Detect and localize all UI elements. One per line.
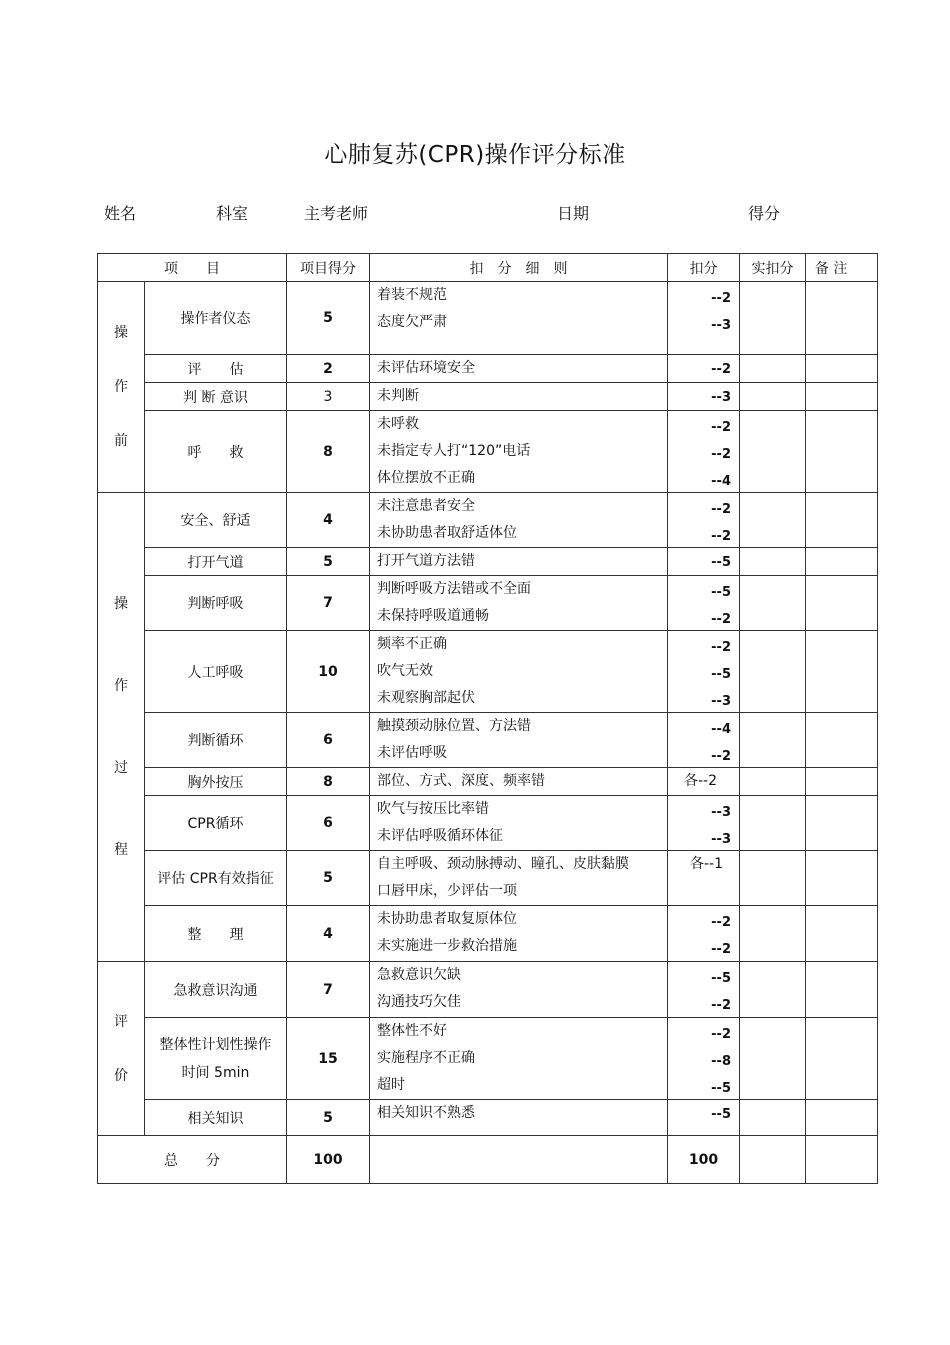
deduct-cell bbox=[668, 411, 740, 493]
detail-line: 整体性不好 bbox=[377, 1023, 447, 1039]
total-label: 总 分 bbox=[98, 1136, 287, 1184]
table-row bbox=[98, 1100, 878, 1136]
phase-char: 作 bbox=[114, 678, 128, 694]
deduct-value: --3 bbox=[711, 318, 731, 333]
detail-line: 相关知识不熟悉 bbox=[377, 1105, 475, 1121]
actual-cell[interactable] bbox=[740, 411, 806, 493]
phase-char: 评 bbox=[114, 1013, 128, 1030]
remark-cell[interactable] bbox=[806, 548, 878, 576]
remark-cell[interactable] bbox=[806, 493, 878, 548]
phase-during bbox=[98, 493, 145, 962]
deduct-value: --5 bbox=[711, 667, 731, 682]
detail-line: 体位摆放不正确 bbox=[377, 470, 475, 486]
table-row bbox=[98, 631, 878, 713]
table-row bbox=[98, 383, 878, 411]
table-row bbox=[98, 548, 878, 576]
remark-cell[interactable] bbox=[806, 1018, 878, 1100]
detail-line: 判断呼吸方法错或不全面 bbox=[377, 581, 531, 597]
deduct-value: --8 bbox=[711, 1054, 731, 1069]
item-cell: 呼 救 bbox=[145, 411, 287, 493]
deduct-value: --2 bbox=[711, 942, 731, 957]
detail-line: 未实施进一步救治措施 bbox=[377, 938, 517, 954]
deduct-value: --5 bbox=[711, 1107, 731, 1122]
deduct-value: --2 bbox=[711, 291, 731, 306]
item-cell: 打开气道 bbox=[145, 548, 287, 576]
actual-cell[interactable] bbox=[740, 796, 806, 851]
deduct-value: --2 bbox=[711, 612, 731, 627]
table-row bbox=[98, 282, 878, 355]
phase-char: 价 bbox=[114, 1067, 128, 1084]
remark-cell[interactable] bbox=[806, 796, 878, 851]
detail-line: 未保持呼吸道通畅 bbox=[377, 608, 489, 624]
actual-cell[interactable] bbox=[740, 1018, 806, 1100]
detail-line: 触摸颈动脉位置、方法错 bbox=[377, 718, 531, 734]
phase-char: 程 bbox=[114, 842, 128, 858]
deduct-cell bbox=[668, 962, 740, 1018]
page-title: 心肺复苏(CPR)操作评分标准 bbox=[324, 142, 626, 168]
detail-line: 急救意识欠缺 bbox=[377, 967, 461, 983]
remark-cell[interactable] bbox=[806, 383, 878, 411]
actual-cell[interactable] bbox=[740, 906, 806, 962]
item-score: 7 bbox=[287, 576, 370, 631]
actual-cell[interactable] bbox=[740, 851, 806, 906]
deduct-cell bbox=[668, 768, 740, 796]
item-score: 15 bbox=[287, 1018, 370, 1100]
table-row bbox=[98, 355, 878, 383]
detail-line: 未评估环境安全 bbox=[377, 360, 475, 376]
actual-cell[interactable] bbox=[740, 962, 806, 1018]
total-deduct: 100 bbox=[668, 1136, 740, 1184]
item-score: 5 bbox=[287, 548, 370, 576]
remark-cell[interactable] bbox=[806, 768, 878, 796]
table-row bbox=[98, 851, 878, 906]
phase-eval bbox=[98, 962, 145, 1136]
detail-line: 着装不规范 bbox=[377, 287, 447, 303]
deduct-value: --2 bbox=[711, 362, 731, 377]
deduct-cell bbox=[668, 851, 740, 906]
item-cell: 判断呼吸 bbox=[145, 576, 287, 631]
detail-cell bbox=[370, 631, 668, 713]
deduct-value: --3 bbox=[711, 832, 731, 847]
detail-cell bbox=[370, 1100, 668, 1136]
item-score: 6 bbox=[287, 713, 370, 768]
score-label: 得分 bbox=[748, 204, 781, 223]
col-header-item: 项 目 bbox=[98, 254, 287, 282]
deduct-cell bbox=[668, 576, 740, 631]
table-row bbox=[98, 1018, 878, 1100]
deduct-value: --2 bbox=[711, 915, 731, 930]
item-cell: CPR循环 bbox=[145, 796, 287, 851]
detail-cell bbox=[370, 906, 668, 962]
actual-cell[interactable] bbox=[740, 713, 806, 768]
deduct-value: --3 bbox=[711, 805, 731, 820]
actual-cell[interactable] bbox=[740, 355, 806, 383]
deduct-cell bbox=[668, 631, 740, 713]
item-score: 7 bbox=[287, 962, 370, 1018]
remark-cell[interactable] bbox=[806, 576, 878, 631]
col-header-detail: 扣 分 细 则 bbox=[370, 254, 668, 282]
deduct-cell bbox=[668, 906, 740, 962]
actual-cell[interactable] bbox=[740, 631, 806, 713]
detail-line: 吹气无效 bbox=[377, 663, 433, 679]
item-score: 5 bbox=[287, 851, 370, 906]
deduct-cell bbox=[668, 383, 740, 411]
item-score: 10 bbox=[287, 631, 370, 713]
phase-pre bbox=[98, 282, 145, 493]
deduct-value: --5 bbox=[711, 585, 731, 600]
detail-line: 频率不正确 bbox=[377, 636, 447, 652]
phase-char: 作 bbox=[114, 379, 128, 395]
detail-line: 未注意患者安全 bbox=[377, 498, 475, 514]
detail-cell bbox=[370, 576, 668, 631]
deduct-value: --2 bbox=[711, 420, 731, 435]
deduct-value: --2 bbox=[711, 447, 731, 462]
phase-char: 操 bbox=[114, 596, 128, 612]
scoring-table bbox=[97, 253, 878, 1184]
deduct-cell bbox=[668, 1100, 740, 1136]
item-score: 6 bbox=[287, 796, 370, 851]
table-row bbox=[98, 962, 878, 1018]
detail-cell bbox=[370, 768, 668, 796]
phase-char: 前 bbox=[114, 433, 128, 449]
remark-cell[interactable] bbox=[806, 631, 878, 713]
detail-line: 态度欠严肃 bbox=[377, 314, 447, 330]
phase-char: 操 bbox=[114, 325, 128, 341]
date-label: 日期 bbox=[557, 204, 590, 223]
detail-cell bbox=[370, 548, 668, 576]
deduct-cell bbox=[668, 1018, 740, 1100]
actual-cell[interactable] bbox=[740, 576, 806, 631]
item-score: 3 bbox=[287, 383, 370, 411]
detail-cell bbox=[370, 383, 668, 411]
item-score: 8 bbox=[287, 768, 370, 796]
item-cell: 评 估 bbox=[145, 355, 287, 383]
deduct-value: --4 bbox=[711, 474, 731, 489]
detail-line: 吹气与按压比率错 bbox=[377, 801, 489, 817]
table-row bbox=[98, 906, 878, 962]
col-header-item-score: 项目得分 bbox=[287, 254, 370, 282]
item-line: 时间 5min bbox=[181, 1064, 250, 1081]
item-cell: 整 理 bbox=[145, 906, 287, 962]
detail-line: 未评估呼吸循环体征 bbox=[377, 828, 503, 844]
deduct-value: --3 bbox=[711, 390, 731, 405]
item-cell: 判 断 意识 bbox=[145, 383, 287, 411]
actual-cell[interactable] bbox=[740, 768, 806, 796]
table-row bbox=[98, 493, 878, 548]
detail-line: 超时 bbox=[377, 1077, 405, 1093]
detail-line: 部位、方式、深度、频率错 bbox=[377, 773, 545, 789]
item-cell: 人工呼吸 bbox=[145, 631, 287, 713]
deduct-value: 各--1 bbox=[690, 856, 724, 872]
item-score: 2 bbox=[287, 355, 370, 383]
remark-cell[interactable] bbox=[806, 851, 878, 906]
deduct-cell bbox=[668, 355, 740, 383]
table-row bbox=[98, 768, 878, 796]
remark-cell[interactable] bbox=[806, 355, 878, 383]
detail-line: 打开气道方法错 bbox=[377, 553, 475, 569]
table-row bbox=[98, 796, 878, 851]
detail-line: 未观察胸部起伏 bbox=[377, 690, 475, 706]
deduct-cell bbox=[668, 713, 740, 768]
item-score: 5 bbox=[287, 1100, 370, 1136]
deduct-value: --2 bbox=[711, 640, 731, 655]
item-cell bbox=[145, 1018, 287, 1100]
item-cell: 安全、舒适 bbox=[145, 493, 287, 548]
col-header-deduct: 扣分 bbox=[668, 254, 740, 282]
detail-line: 未评估呼吸 bbox=[377, 745, 447, 761]
item-score: 4 bbox=[287, 493, 370, 548]
detail-cell bbox=[370, 713, 668, 768]
detail-line: 未协助患者取舒适体位 bbox=[377, 525, 517, 541]
deduct-value: --5 bbox=[711, 555, 731, 570]
examiner-label: 主考老师 bbox=[304, 204, 369, 223]
remark-cell[interactable] bbox=[806, 906, 878, 962]
deduct-cell bbox=[668, 796, 740, 851]
detail-cell bbox=[370, 851, 668, 906]
deduct-cell bbox=[668, 548, 740, 576]
total-actual-cell[interactable] bbox=[740, 1136, 806, 1184]
detail-cell bbox=[370, 1018, 668, 1100]
table-row bbox=[98, 411, 878, 493]
deduct-value: --2 bbox=[711, 1027, 731, 1042]
detail-line: 沟通技巧欠佳 bbox=[377, 994, 461, 1010]
detail-cell bbox=[370, 282, 668, 355]
deduct-cell bbox=[668, 282, 740, 355]
remark-cell[interactable] bbox=[806, 411, 878, 493]
table-row bbox=[98, 576, 878, 631]
name-label: 姓名 bbox=[104, 204, 137, 223]
detail-line: 自主呼吸、颈动脉搏动、瞳孔、皮肤黏膜 bbox=[377, 856, 629, 872]
dept-label: 科室 bbox=[216, 204, 249, 223]
deduct-value: --2 bbox=[711, 502, 731, 517]
total-detail-cell bbox=[370, 1136, 668, 1184]
item-cell: 判断循环 bbox=[145, 713, 287, 768]
remark-cell[interactable] bbox=[806, 1100, 878, 1136]
detail-cell bbox=[370, 796, 668, 851]
actual-cell[interactable] bbox=[740, 548, 806, 576]
detail-line: 未协助患者取复原体位 bbox=[377, 911, 517, 927]
detail-cell bbox=[370, 355, 668, 383]
total-row bbox=[98, 1136, 878, 1184]
table-row bbox=[98, 713, 878, 768]
item-cell: 胸外按压 bbox=[145, 768, 287, 796]
item-cell: 评估 CPR有效指征 bbox=[145, 851, 287, 906]
detail-line: 未呼救 bbox=[377, 416, 419, 432]
deduct-value: 各--2 bbox=[684, 773, 718, 789]
remark-cell[interactable] bbox=[806, 713, 878, 768]
deduct-value: --5 bbox=[711, 1081, 731, 1096]
actual-cell[interactable] bbox=[740, 282, 806, 355]
actual-cell[interactable] bbox=[740, 383, 806, 411]
deduct-value: --3 bbox=[711, 694, 731, 709]
item-score: 8 bbox=[287, 411, 370, 493]
item-cell: 操作者仪态 bbox=[145, 282, 287, 355]
remark-cell[interactable] bbox=[806, 962, 878, 1018]
detail-line: 未指定专人打“120”电话 bbox=[377, 443, 531, 459]
item-line: 整体性计划性操作 bbox=[159, 1036, 272, 1053]
deduct-cell bbox=[668, 493, 740, 548]
item-cell: 急救意识沟通 bbox=[145, 962, 287, 1018]
detail-line: 实施程序不正确 bbox=[377, 1050, 475, 1066]
deduct-value: --2 bbox=[711, 749, 731, 764]
total-score: 100 bbox=[287, 1136, 370, 1184]
detail-cell bbox=[370, 493, 668, 548]
detail-line: 口唇甲床，少评估一项 bbox=[377, 883, 517, 899]
table-header-row bbox=[98, 254, 878, 282]
col-header-actual: 实扣分 bbox=[740, 254, 806, 282]
actual-cell[interactable] bbox=[740, 1100, 806, 1136]
remark-cell[interactable] bbox=[806, 282, 878, 355]
deduct-value: --5 bbox=[711, 971, 731, 986]
col-header-remark: 备 注 bbox=[806, 254, 878, 282]
detail-cell bbox=[370, 962, 668, 1018]
actual-cell[interactable] bbox=[740, 493, 806, 548]
item-score: 5 bbox=[287, 282, 370, 355]
phase-char: 过 bbox=[114, 760, 128, 776]
item-cell: 相关知识 bbox=[145, 1100, 287, 1136]
total-remark-cell[interactable] bbox=[806, 1136, 878, 1184]
detail-line: 未判断 bbox=[377, 388, 419, 404]
detail-cell bbox=[370, 411, 668, 493]
deduct-value: --2 bbox=[711, 998, 731, 1013]
deduct-value: --4 bbox=[711, 722, 731, 737]
deduct-value: --2 bbox=[711, 529, 731, 544]
item-score: 4 bbox=[287, 906, 370, 962]
